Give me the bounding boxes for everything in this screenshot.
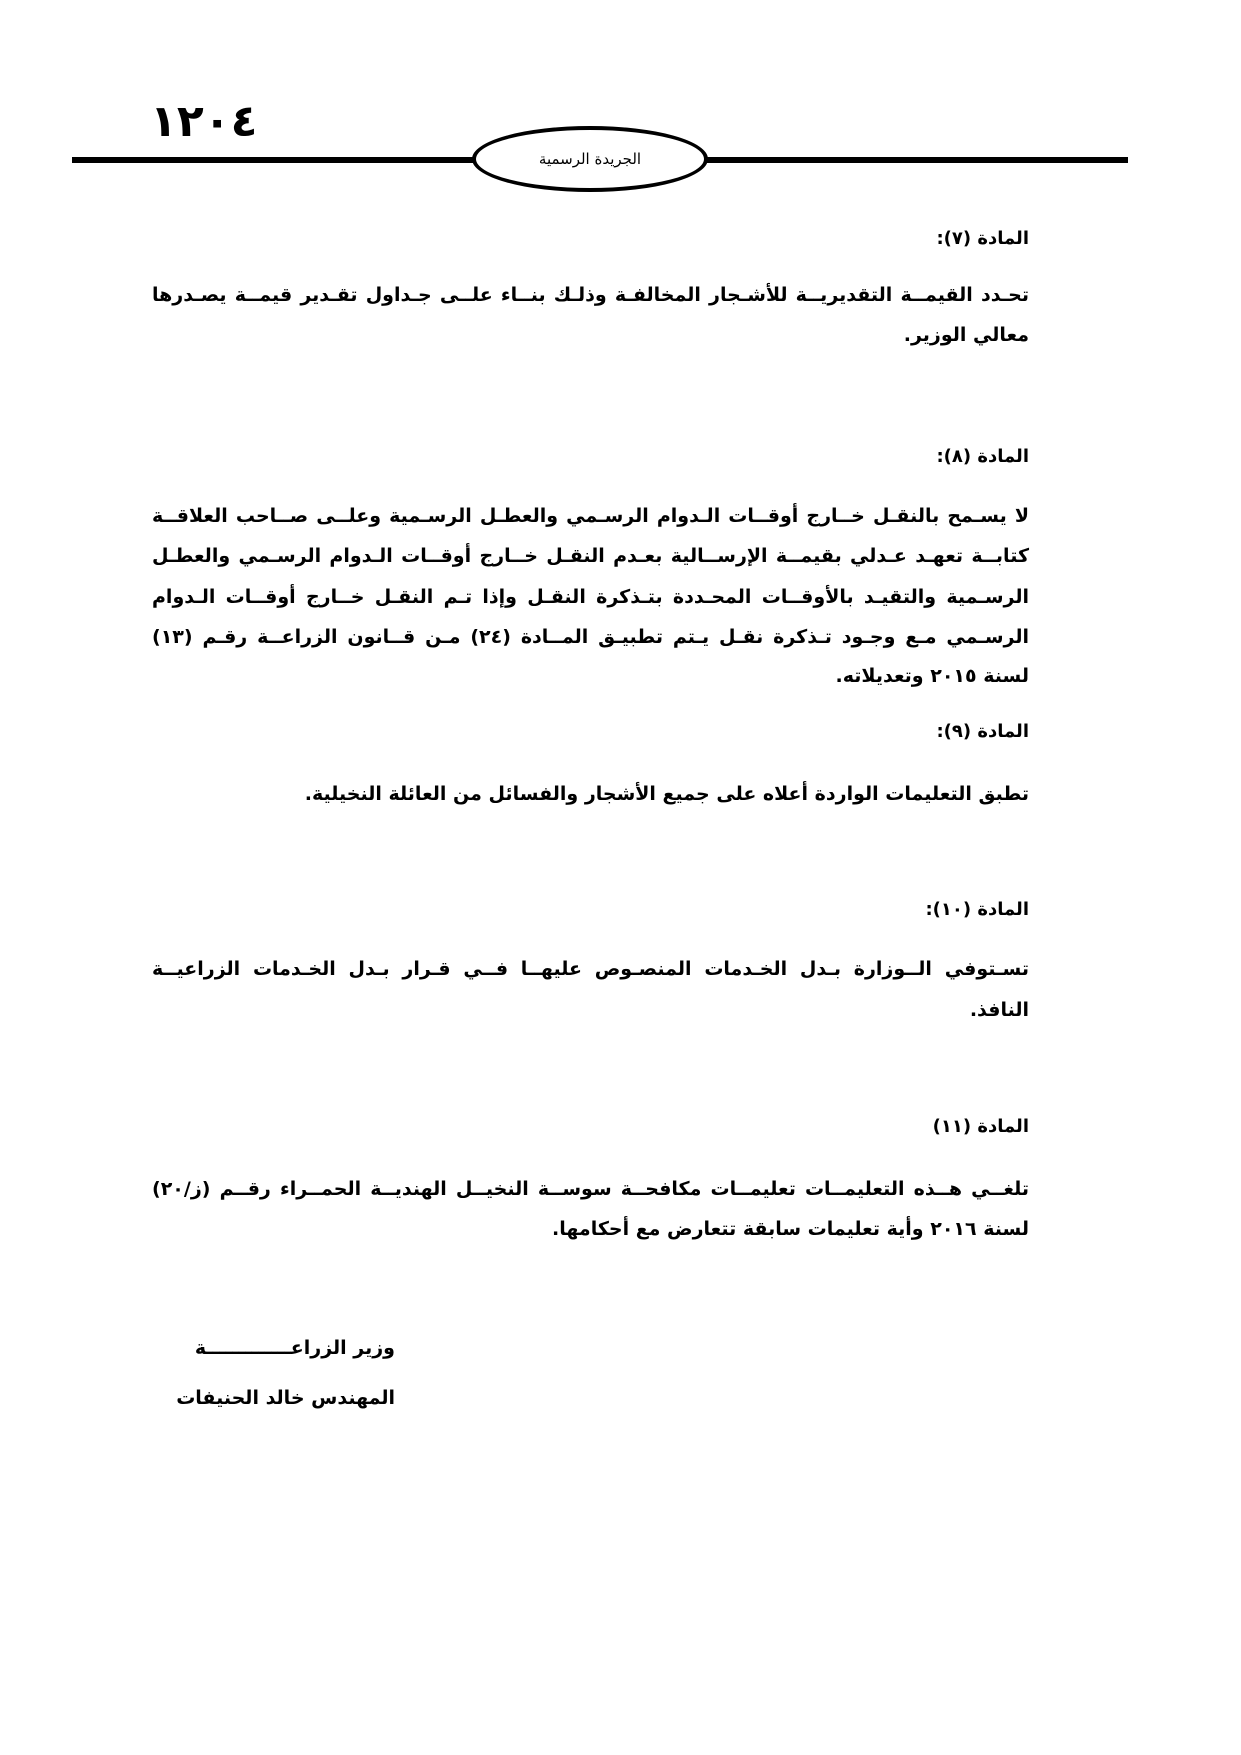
article-11-line: تلغــي هــذه التعليمــات تعليمــات مكافحــة سوســة النخيــل الهنديــة الحمــراء رقــم (ز/٢٠) (152, 1178, 1029, 1200)
article-7-line: معالي الوزير. (903, 324, 1029, 346)
gazette-title: الجريدة الرسمية (538, 150, 642, 168)
article-8-line: كتابــة تعهـد عـدلي بقيمــة الإرســالية بعـدم النقـل خــارج أوقــات الـدوام الرسـمي والعطـل (152, 545, 1029, 567)
article-10-line: النافذ. (969, 999, 1029, 1021)
article-9-line: تطبق التعليمات الواردة أعلاه على جميع الأشجار والفسائل من العائلة النخيلية. (304, 783, 1029, 805)
article-8-line: لا يسـمح بالنقـل خــارج أوقــات الـدوام الرسـمي والعطـل الرسـمية وعلــى صــاحب العلاقــة (152, 505, 1029, 527)
article-8-heading: المادة (٨): (936, 446, 1029, 467)
article-7-line: تحـدد القيمــة التقديريــة للأشـجار المخالفـة وذلـك بنــاء علــى جـداول تقـدير قيمــة يصـدرها (152, 284, 1029, 306)
gazette-title-oval (472, 126, 708, 192)
article-11-heading: المادة (١١) (932, 1116, 1029, 1137)
article-8-line: لسنة ٢٠١٥ وتعديلاته. (835, 665, 1029, 687)
article-7-heading: المادة (٧): (936, 228, 1029, 249)
signature-title: وزير الزراعـــــــــــــة (194, 1337, 395, 1359)
article-10-heading: المادة (١٠): (925, 899, 1029, 920)
article-8-line: الرسـمية والتقيـد بالأوقــات المحـددة بتـذكرة النقـل وإذا تـم النقـل خــارج أوقــات الـدوام (152, 586, 1029, 608)
article-10-line: تسـتوفي الــوزارة بـدل الخـدمات المنصـوص عليهــا فــي قـرار بـدل الخـدمات الزراعيــة (152, 958, 1029, 980)
page-number: ١٢٠٤ (150, 96, 258, 147)
signature-name: المهندس خالد الحنيفات (176, 1387, 395, 1409)
article-8-line: الرسـمي مـع وجـود تـذكرة نقـل يـتم تطبيـق المــادة (٢٤) مـن قــانون الزراعــة رقـم (١٣) (152, 626, 1029, 648)
article-11-line: لسنة ٢٠١٦ وأية تعليمات سابقة تتعارض مع أحكامها. (552, 1218, 1029, 1240)
article-9-heading: المادة (٩): (936, 721, 1029, 742)
